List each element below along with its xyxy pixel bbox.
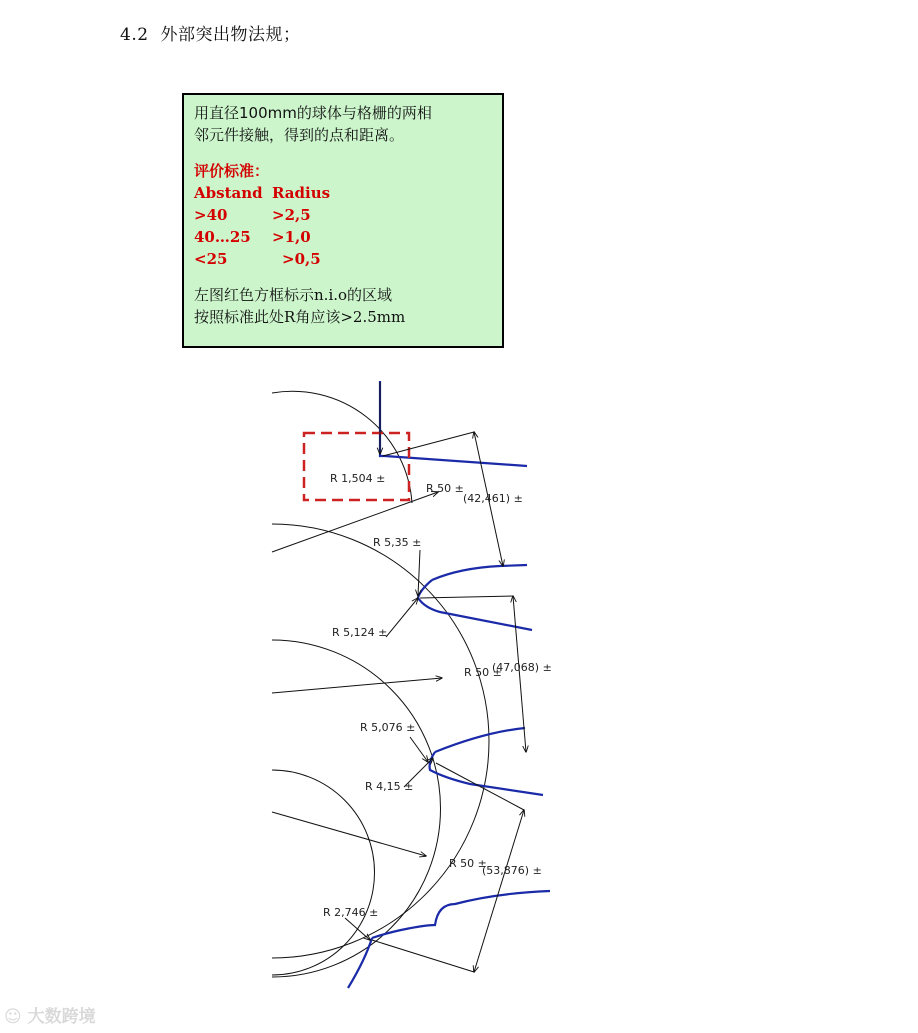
abstand-value: <25 (194, 250, 228, 268)
section-title: 外部突出物法规； (160, 25, 301, 45)
header-abstand: Abstand (194, 184, 263, 202)
description-line-2: 邻元件接触，得到的点和距离。 (194, 126, 405, 144)
note-value: >2.5mm (340, 308, 406, 326)
radius-label: R 5,076 ± (360, 721, 416, 734)
radius-label: R 2,746 ± (323, 906, 379, 919)
note-nio: n.i.o (314, 286, 348, 304)
radius-leader-lines (272, 382, 442, 940)
radius-value: >0,5 (282, 250, 321, 268)
abstand-value: >40 (194, 206, 228, 224)
abstand-value: 40…25 (194, 228, 251, 246)
watermark-icon: ☺ (4, 1007, 22, 1027)
radius-value: >1,0 (272, 228, 311, 246)
radius-label: R 4,15 ± (365, 780, 414, 793)
radius-label: R 5,35 ± (373, 536, 422, 549)
radius-label: R 50 ± (426, 482, 464, 495)
distance-label: (42,461) ± (463, 492, 523, 505)
dimension-lines (372, 432, 526, 972)
note-text: 按照标准此处 (194, 308, 285, 326)
section-number: 4.2 (120, 25, 149, 45)
watermark (4, 1002, 96, 1027)
header-radius: Radius (272, 184, 331, 202)
distance-label: (47,068) ± (492, 661, 552, 674)
note-r: R (284, 308, 296, 326)
distance-label: (53,876) ± (482, 864, 542, 877)
description-line-1: 用直径100mm的球体与格栅的两相 (194, 104, 432, 122)
radius-value: >2,5 (272, 206, 311, 224)
radius-label: R 1,504 ± (330, 472, 386, 485)
nio-region-box (304, 433, 409, 500)
note-text: 左图红色方框标示 (194, 286, 315, 304)
radius-label: R 50 ± (449, 857, 487, 870)
watermark-text: 大数跨境 (27, 1007, 96, 1027)
radius-label: R 50 ± (464, 666, 502, 679)
radius-label: R 5,124 ± (332, 626, 388, 639)
criteria-title: 评价标准： (194, 162, 270, 180)
sphere-arc (272, 770, 375, 975)
note-text: 角应该 (295, 308, 341, 326)
sphere-arc (272, 524, 489, 958)
note-text: 的区域 (347, 286, 393, 304)
sphere-arc (272, 391, 412, 503)
